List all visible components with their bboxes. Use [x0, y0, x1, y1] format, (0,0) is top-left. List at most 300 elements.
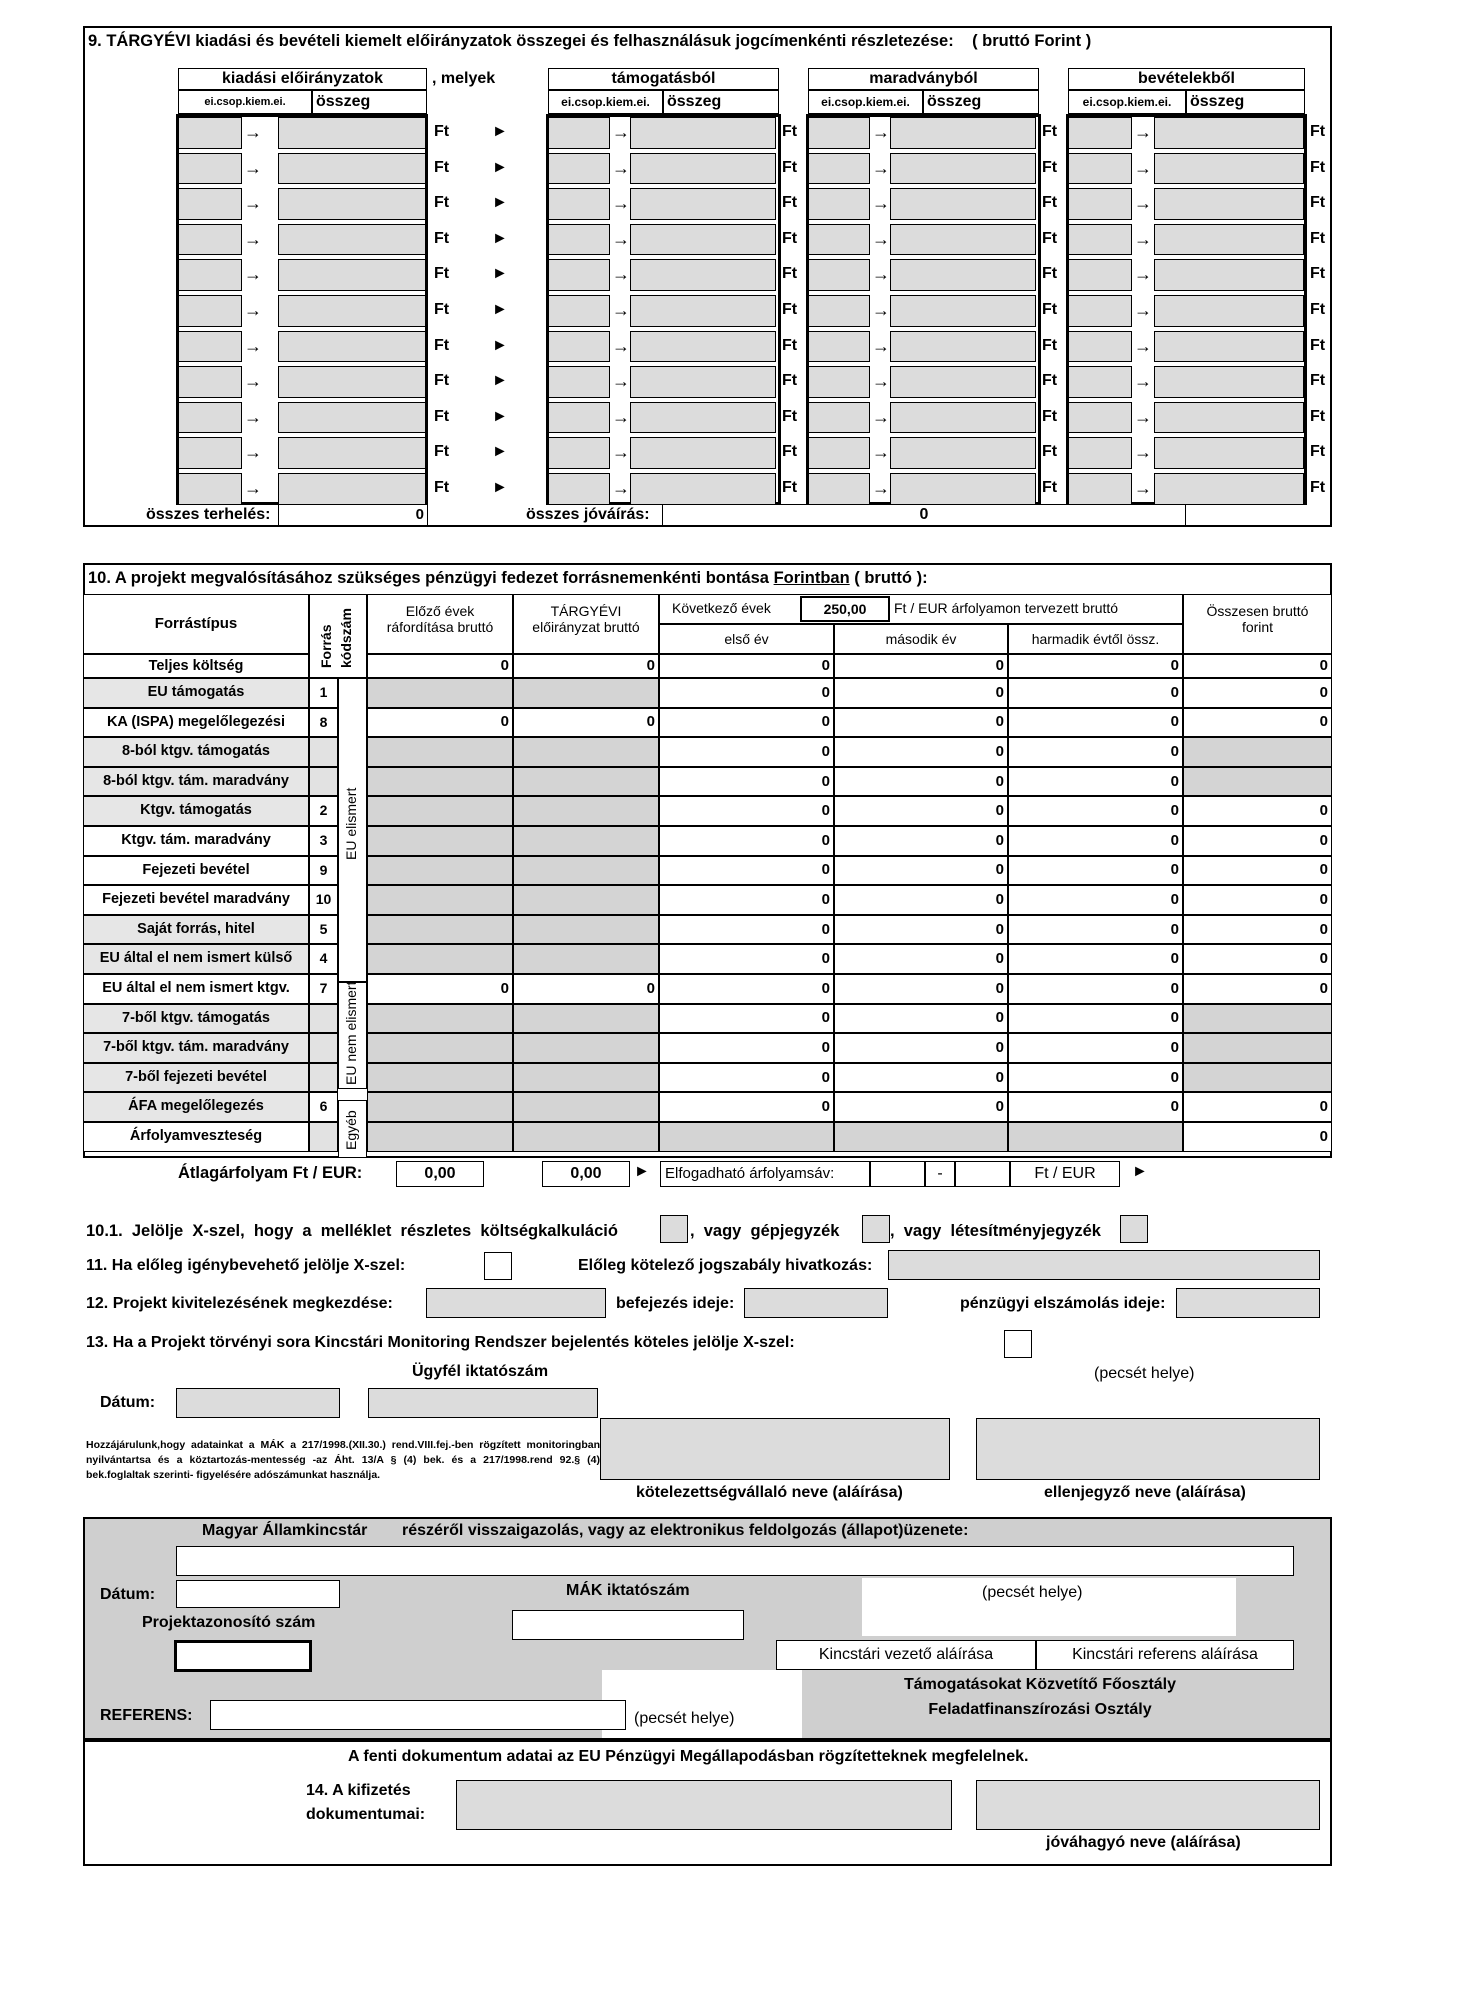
s9-kiadasi-code-input[interactable] [178, 117, 242, 149]
s10-c1-value: 0 [500, 713, 509, 731]
end-date-input[interactable] [744, 1288, 888, 1318]
arrow-right-icon: → [1134, 371, 1152, 392]
s9-kiadasi-amount-input[interactable] [278, 366, 426, 398]
s10-row-label: Fejezeti bevétel [83, 856, 309, 886]
h-rate-field[interactable]: 250,00 [800, 596, 890, 622]
s10-c5-cell[interactable] [1008, 1122, 1183, 1152]
section-9-title: 9. TÁRGYÉVI kiadási és bevételi kiemelt előirányzatok összegei és felhasználásuk jogcímenkénti részletezése: ( bruttó Forint ) [88, 32, 1092, 50]
s9-maradvany-code-input[interactable] [808, 437, 870, 469]
s10-c5-value: 0 [1170, 657, 1179, 674]
s10-c2-cell[interactable] [513, 915, 659, 945]
ft-unit-label: Ft [1310, 229, 1326, 247]
s10-c2-cell[interactable] [513, 944, 659, 974]
accept-label: Elfogadható árfolyamsáv: [660, 1161, 870, 1187]
s10-c6-value: 0 [1319, 713, 1328, 731]
s10-c3-value: 0 [821, 950, 830, 968]
s10-c3-cell[interactable] [659, 1122, 834, 1152]
sub-code-bevetel: ei.csop.kiem.ei. [1068, 90, 1186, 114]
s9-bevetel-code-input[interactable] [1068, 224, 1132, 256]
s9-kiadasi-amount-input[interactable] [278, 259, 426, 291]
s9-kiadasi-code-input[interactable] [178, 473, 242, 505]
mak-date-input[interactable] [176, 1580, 340, 1608]
mak-referens-input[interactable] [210, 1700, 626, 1730]
s9-bevetel-code-input[interactable] [1068, 331, 1132, 363]
s10-c3-value: 0 [821, 861, 830, 879]
ft-unit-label: Ft [434, 407, 450, 425]
s10-row-code [309, 737, 338, 767]
arrow-right-icon: → [872, 157, 890, 178]
s10-c2-value: 0 [646, 979, 655, 997]
play-icon: ► [492, 443, 508, 461]
s9-maradvany-code-input[interactable] [808, 366, 870, 398]
s10-c2-cell[interactable] [513, 678, 659, 708]
s9-bevetel-code-input[interactable] [1068, 473, 1132, 505]
s9-maradvany-code-input[interactable] [808, 259, 870, 291]
s9-maradvany-amount-input[interactable] [890, 224, 1036, 256]
ft-unit-label: Ft [1042, 407, 1058, 425]
s9-bevetel-amount-input[interactable] [1154, 224, 1304, 256]
s9-maradvany-code-input[interactable] [808, 473, 870, 505]
s10-c3-value: 0 [821, 683, 830, 701]
s10-row-label: 8-ból ktgv. támogatás [83, 737, 309, 767]
s9-tamogatas-code-input[interactable] [548, 188, 610, 220]
s10-row-label: ÁFA megelőlegezés [83, 1092, 309, 1122]
ft-unit-label: Ft [782, 301, 798, 318]
s9-tamogatas-code-input[interactable] [548, 473, 610, 505]
play-icon: ► [492, 372, 508, 390]
arrow-right-icon: → [244, 371, 262, 392]
client-date-input[interactable] [176, 1388, 340, 1418]
checkbox-letesitmeny[interactable] [1120, 1215, 1148, 1243]
header-bevetel: bevételekből [1068, 68, 1305, 90]
approver-sign-field[interactable] [976, 1780, 1320, 1830]
s10-row-label: Ktgv. tám. maradvány [83, 826, 309, 856]
client-pecset-label: (pecsét helye) [1094, 1365, 1195, 1382]
mak-referens-sign: Kincstári referens aláírása [1036, 1640, 1294, 1670]
mak-vezeto-sign: Kincstári vezető aláírása [776, 1640, 1036, 1670]
ft-unit-label: Ft [782, 407, 798, 425]
s9-maradvany-code-input[interactable] [808, 402, 870, 434]
arrow-right-icon: → [244, 157, 262, 178]
s10-c6-value: 0 [1319, 802, 1328, 820]
s10-c5-value: 0 [1170, 831, 1179, 849]
s10-row-label: EU által el nem ismert ktgv. [83, 974, 309, 1004]
s10-c1-cell[interactable] [367, 915, 513, 945]
s9-kiadasi-amount-input[interactable] [278, 224, 426, 256]
ft-unit-label: Ft [782, 229, 798, 247]
s10-c2-cell[interactable] [513, 1122, 659, 1152]
s10-row-code: 5 [309, 915, 338, 945]
s10-c3-value: 0 [821, 1039, 830, 1056]
s9-maradvany-amount-input[interactable] [890, 331, 1036, 363]
s10-c4-value: 0 [995, 831, 1004, 849]
arrow-right-icon: → [1134, 228, 1152, 249]
s10-c4-value: 0 [995, 1039, 1004, 1056]
client-datum-label: Dátum: [100, 1394, 156, 1411]
s9-maradvany-amount-input[interactable] [890, 188, 1036, 220]
s10-c4-value: 0 [995, 891, 1004, 908]
arrow-right-icon: → [1134, 193, 1152, 214]
s10-c6-cell[interactable] [1183, 767, 1332, 797]
s10-c1-cell[interactable] [367, 826, 513, 856]
ft-unit-label: Ft [1042, 123, 1058, 140]
ft-unit-label: Ft [782, 265, 798, 283]
s10-c1-cell[interactable] [367, 885, 513, 915]
s9-maradvany-amount-input[interactable] [890, 117, 1036, 149]
s10-c4-value: 0 [995, 950, 1004, 968]
arrow-right-icon: → [612, 157, 630, 178]
countersign-label: ellenjegyző neve (aláírása) [1044, 1484, 1246, 1501]
mak-iktato-input[interactable] [512, 1610, 744, 1640]
s10-row-label: Teljes költség [83, 654, 309, 678]
s9-tamogatas-amount-input[interactable] [630, 153, 776, 185]
h-forrastipus: Forrástípus [83, 594, 309, 654]
s10-c5-value: 0 [1170, 1068, 1179, 1086]
s10-c1-value: 0 [500, 979, 509, 997]
s9-tamogatas-code-input[interactable] [548, 259, 610, 291]
s9-bevetel-amount-input[interactable] [1154, 331, 1304, 363]
avg-v2[interactable]: 0,00 [542, 1161, 630, 1187]
arrow-right-icon: → [244, 335, 262, 356]
s10-row-code: 1 [309, 678, 338, 708]
s9-tamogatas-code-input[interactable] [548, 224, 610, 256]
arrow-right-icon: → [244, 228, 262, 249]
ft-unit-label: Ft [1042, 158, 1058, 176]
s10-c6-value: 0 [1319, 920, 1328, 938]
total-load-value: 0 [415, 506, 424, 523]
s10-c2-cell[interactable] [513, 767, 659, 797]
s9-kiadasi-amount-input[interactable] [278, 295, 426, 327]
s10-c1-cell[interactable] [367, 1063, 513, 1093]
ft-unit-label: Ft [1042, 443, 1058, 461]
s9-bevetel-code-input[interactable] [1068, 402, 1132, 434]
s10-c1-cell[interactable] [367, 767, 513, 797]
s9-bevetel-code-input[interactable] [1068, 188, 1132, 220]
s9-kiadasi-amount-input[interactable] [278, 188, 426, 220]
obligor-sign-field[interactable] [600, 1418, 950, 1480]
arrow-right-icon: → [1134, 478, 1152, 498]
arrow-right-icon: → [244, 406, 262, 427]
s9-maradvany-amount-input[interactable] [890, 295, 1036, 327]
ft-unit-label: Ft [782, 479, 798, 496]
checkbox-koltsegkalk[interactable] [660, 1215, 688, 1243]
h-forras-label: Forrás [318, 624, 334, 668]
s9-maradvany-amount-input[interactable] [890, 153, 1036, 185]
ft-unit-label: Ft [1310, 336, 1326, 354]
s10-row-label: 7-ből fejezeti bevétel [83, 1063, 309, 1093]
s10-c2-value: 0 [646, 657, 655, 674]
s9-kiadasi-code-input[interactable] [178, 188, 242, 220]
ft-unit-label: Ft [434, 158, 450, 176]
play-icon: ► [492, 336, 508, 354]
s9-bevetel-amount-input[interactable] [1154, 295, 1304, 327]
arrow-right-icon: → [612, 300, 630, 320]
s10-row-label: 8-ból ktgv. tám. maradvány [83, 767, 309, 797]
s9-tamogatas-amount-input[interactable] [630, 437, 776, 469]
client-iktato-input[interactable] [368, 1388, 598, 1418]
s9-bevetel-code-input[interactable] [1068, 259, 1132, 291]
play-icon: ► [492, 123, 508, 140]
mak-datum-label: Dátum: [100, 1586, 156, 1603]
s10-row-code [309, 1033, 338, 1063]
accept-unit: Ft / EUR [1010, 1161, 1120, 1187]
arrow-right-icon: → [872, 300, 890, 320]
arrow-right-icon: → [244, 300, 262, 320]
s9-kiadasi-amount-input[interactable] [278, 437, 426, 469]
s10-c2-cell[interactable] [513, 1004, 659, 1034]
sub-amount-bevetel: összeg [1186, 90, 1305, 114]
s10-c3-value: 0 [821, 802, 830, 820]
s10-c6-cell[interactable] [1183, 737, 1332, 767]
s9-maradvany-amount-input[interactable] [890, 366, 1036, 398]
s9-kiadasi-amount-input[interactable] [278, 117, 426, 149]
s9-kiadasi-amount-input[interactable] [278, 473, 426, 505]
mak-pecset-label: (pecsét helye) [982, 1584, 1083, 1601]
s9-kiadasi-code-input[interactable] [178, 153, 242, 185]
s10-c3-value: 0 [821, 1009, 830, 1027]
accept-min[interactable] [870, 1161, 925, 1187]
total-credit-value: 0 [919, 506, 929, 523]
s10-c1-cell[interactable] [367, 856, 513, 886]
s10-c5-value: 0 [1170, 802, 1179, 820]
ft-unit-label: Ft [1310, 123, 1326, 140]
s10-c2-cell[interactable] [513, 1092, 659, 1122]
grp-noneu-label: EU nem elismert [343, 981, 359, 1085]
s10-c1-cell[interactable] [367, 678, 513, 708]
s9-maradvany-amount-input[interactable] [890, 437, 1036, 469]
ft-unit-label: Ft [1310, 479, 1326, 496]
accept-dash: - [925, 1161, 955, 1187]
s9-maradvany-amount-input[interactable] [890, 473, 1036, 505]
header-kiadasi: kiadási előirányzatok [178, 68, 427, 90]
s9-tamogatas-code-input[interactable] [548, 366, 610, 398]
s10-c1-value: 0 [500, 657, 509, 674]
countersign-field[interactable] [976, 1418, 1320, 1480]
s10-c5-value: 0 [1170, 1098, 1179, 1116]
s10-c2-cell[interactable] [513, 856, 659, 886]
arrow-right-icon: → [872, 228, 890, 249]
s9-kiadasi-code-input[interactable] [178, 259, 242, 291]
s9-tamogatas-amount-input[interactable] [630, 331, 776, 363]
s9-tamogatas-code-input[interactable] [548, 153, 610, 185]
s10-c4-value: 0 [995, 979, 1004, 997]
ft-unit-label: Ft [434, 265, 450, 283]
s10-row-code: 8 [309, 708, 338, 738]
s9-bevetel-amount-input[interactable] [1154, 153, 1304, 185]
s10-c2-cell[interactable] [513, 1033, 659, 1063]
s10-c2-cell[interactable] [513, 737, 659, 767]
s10-c1-cell[interactable] [367, 1004, 513, 1034]
s9-kiadasi-code-input[interactable] [178, 366, 242, 398]
play-icon: ► [492, 265, 508, 283]
s10-c5-value: 0 [1170, 772, 1179, 790]
checkbox-eloleg[interactable] [484, 1252, 512, 1280]
play-icon: ► [492, 229, 508, 247]
s9-maradvany-code-input[interactable] [808, 224, 870, 256]
s9-kiadasi-code-input[interactable] [178, 224, 242, 256]
s10-c6-cell[interactable] [1183, 1063, 1332, 1093]
s10-c4-value: 0 [995, 772, 1004, 790]
s10-c3-value: 0 [821, 1098, 830, 1116]
s9-maradvany-code-input[interactable] [808, 153, 870, 185]
s10-c6-value: 0 [1319, 979, 1328, 997]
s10-c4-value: 0 [995, 657, 1004, 674]
s9-tamogatas-code-input[interactable] [548, 437, 610, 469]
s9-tamogatas-amount-input[interactable] [630, 224, 776, 256]
total-credit-label: összes jóváírás: [526, 506, 650, 523]
s9-maradvany-code-input[interactable] [808, 331, 870, 363]
s9-maradvany-code-input[interactable] [808, 117, 870, 149]
ft-unit-label: Ft [782, 158, 798, 176]
s9-kiadasi-code-input[interactable] [178, 402, 242, 434]
s9-kiadasi-amount-input[interactable] [278, 331, 426, 363]
h-masodik: második év [834, 624, 1008, 654]
arrow-right-icon: → [244, 478, 262, 498]
s14-documents-input[interactable] [456, 1780, 952, 1830]
arrow-right-icon: → [612, 478, 630, 498]
avg-label: Átlagárfolyam Ft / EUR: [178, 1164, 363, 1182]
final-statement: A fenti dokumentum adatai az EU Pénzügyi Megállapodásban rögzítetteknek megfelelnek. [348, 1748, 1029, 1765]
s10-c6-value: 0 [1319, 1127, 1328, 1145]
checkbox-monitoring[interactable] [1004, 1330, 1032, 1358]
q10-1-text-c: , vagy létesítményjegyzék [890, 1222, 1101, 1240]
s9-tamogatas-amount-input[interactable] [630, 402, 776, 434]
mak-iktato-label: MÁK iktatószám [566, 1582, 690, 1599]
s10-c6-cell[interactable] [1183, 1033, 1332, 1063]
s10-c4-value: 0 [995, 920, 1004, 938]
s9-maradvany-amount-input[interactable] [890, 259, 1036, 291]
s10-c5-value: 0 [1170, 891, 1179, 908]
ft-unit-label: Ft [782, 372, 798, 390]
ft-unit-label: Ft [434, 123, 450, 140]
s9-kiadasi-code-input[interactable] [178, 295, 242, 327]
s10-c1-cell[interactable] [367, 796, 513, 826]
s10-c1-cell[interactable] [367, 1033, 513, 1063]
s9-kiadasi-code-input[interactable] [178, 331, 242, 363]
arrow-right-icon: → [872, 335, 890, 356]
s9-kiadasi-code-input[interactable] [178, 437, 242, 469]
checkbox-gepjegyzek[interactable] [862, 1215, 890, 1243]
play-icon: ► [492, 301, 508, 318]
s9-maradvany-amount-input[interactable] [890, 402, 1036, 434]
play-icon-2: ► [1132, 1163, 1148, 1180]
s10-c2-cell[interactable] [513, 826, 659, 856]
ft-unit-label: Ft [434, 479, 450, 496]
s10-c2-cell[interactable] [513, 885, 659, 915]
play-icon: ► [634, 1163, 650, 1180]
s10-c4-value: 0 [995, 861, 1004, 879]
sub-code-maradvany: ei.csop.kiem.ei. [808, 90, 923, 114]
s9-tamogatas-amount-input[interactable] [630, 473, 776, 505]
s9-kiadasi-amount-input[interactable] [278, 402, 426, 434]
obligor-sign-label: kötelezettségvállaló neve (aláírása) [636, 1484, 903, 1501]
ft-unit-label: Ft [1042, 229, 1058, 247]
s10-c1-cell[interactable] [367, 737, 513, 767]
s10-c6-cell[interactable] [1183, 1004, 1332, 1034]
s10-c5-value: 0 [1170, 979, 1179, 997]
s10-c4-value: 0 [995, 802, 1004, 820]
s10-c3-value: 0 [821, 772, 830, 790]
s10-c4-cell[interactable] [834, 1122, 1008, 1152]
s9-bevetel-amount-input[interactable] [1154, 402, 1304, 434]
s9-bevetel-code-input[interactable] [1068, 117, 1132, 149]
s10-c6-value: 0 [1319, 861, 1328, 879]
s9-tamogatas-amount-input[interactable] [630, 259, 776, 291]
s10-c1-cell[interactable] [367, 944, 513, 974]
s9-bevetel-code-input[interactable] [1068, 366, 1132, 398]
s9-bevetel-code-input[interactable] [1068, 295, 1132, 327]
s9-tamogatas-amount-input[interactable] [630, 295, 776, 327]
s10-c2-cell[interactable] [513, 1063, 659, 1093]
s9-bevetel-amount-input[interactable] [1154, 437, 1304, 469]
settle-date-input[interactable] [1176, 1288, 1320, 1318]
h-elso: első év [659, 624, 834, 654]
s10-c1-cell[interactable] [367, 1122, 513, 1152]
q11-text: 11. Ha előleg igénybevehető jelölje X-szel: [86, 1257, 406, 1274]
arrow-right-icon: → [872, 442, 890, 463]
s9-bevetel-amount-input[interactable] [1154, 117, 1304, 149]
s9-tamogatas-amount-input[interactable] [630, 366, 776, 398]
s9-kiadasi-amount-input[interactable] [278, 153, 426, 185]
ft-unit-label: Ft [434, 301, 450, 318]
s10-c3-value: 0 [821, 743, 830, 760]
s10-row-label: Fejezeti bevétel maradvány [83, 885, 309, 915]
accept-max[interactable] [955, 1161, 1010, 1187]
s9-tamogatas-amount-input[interactable] [630, 188, 776, 220]
s9-tamogatas-code-input[interactable] [548, 295, 610, 327]
s10-c4-value: 0 [995, 1009, 1004, 1027]
s9-tamogatas-code-input[interactable] [548, 402, 610, 434]
grp-egyeb-label: Egyéb [343, 1110, 359, 1150]
s10-c5-value: 0 [1170, 950, 1179, 968]
mak-message-input[interactable] [176, 1546, 1294, 1576]
play-icon: ► [492, 407, 508, 425]
s10-row-code: 9 [309, 856, 338, 886]
h-kovetkezo: Következő évek [672, 600, 771, 616]
start-date-input[interactable] [426, 1288, 606, 1318]
consent-text: Hozzájárulunk,hogy adatainkat a MÁK a 217/1998.(XII.30.) rend.VIII.fej.-ben rögzített monitoringban nyilvántartsa és a köztartozás-mentesség -az Áht. 13/A § (4) bek. és a 217/1998.rend 92.§ (4) bek.foglaltak szerinti- figyelésére adószámunkat használja. [86, 1439, 600, 1481]
s9-maradvany-code-input[interactable] [808, 188, 870, 220]
s9-maradvany-code-input[interactable] [808, 295, 870, 327]
s9-bevetel-amount-input[interactable] [1154, 473, 1304, 505]
s10-c6-value: 0 [1319, 657, 1328, 674]
ft-unit-label: Ft [782, 443, 798, 461]
s10-c3-value: 0 [821, 1068, 830, 1086]
s9-bevetel-amount-input[interactable] [1154, 259, 1304, 291]
s9-bevetel-code-input[interactable] [1068, 437, 1132, 469]
eloleg-ref-input[interactable] [888, 1250, 1320, 1280]
s9-bevetel-amount-input[interactable] [1154, 188, 1304, 220]
mak-dept-1: Támogatásokat Közvetítő Főosztály [903, 1676, 1177, 1693]
s10-c1-cell[interactable] [367, 1092, 513, 1122]
mak-projekt-input[interactable] [174, 1640, 312, 1672]
arrow-right-icon: → [244, 264, 262, 285]
s9-bevetel-code-input[interactable] [1068, 153, 1132, 185]
s10-c2-cell[interactable] [513, 796, 659, 826]
s9-bevetel-amount-input[interactable] [1154, 366, 1304, 398]
s9-tamogatas-amount-input[interactable] [630, 117, 776, 149]
section-10-title: 10. A projekt megvalósításához szükséges pénzügyi fedezet forrásnemenkénti bontása Forintban ( bruttó ): [88, 569, 928, 587]
avg-v1[interactable]: 0,00 [396, 1161, 484, 1187]
s10-row-label: 7-ből ktgv. támogatás [83, 1004, 309, 1034]
ft-unit-label: Ft [1310, 301, 1326, 318]
mak-projekt-label: Projektazonosító szám [142, 1614, 316, 1631]
arrow-right-icon: → [1134, 300, 1152, 320]
s10-row-code [309, 1122, 338, 1152]
ft-unit-label: Ft [1310, 443, 1326, 461]
s9-tamogatas-code-input[interactable] [548, 331, 610, 363]
s9-tamogatas-code-input[interactable] [548, 117, 610, 149]
